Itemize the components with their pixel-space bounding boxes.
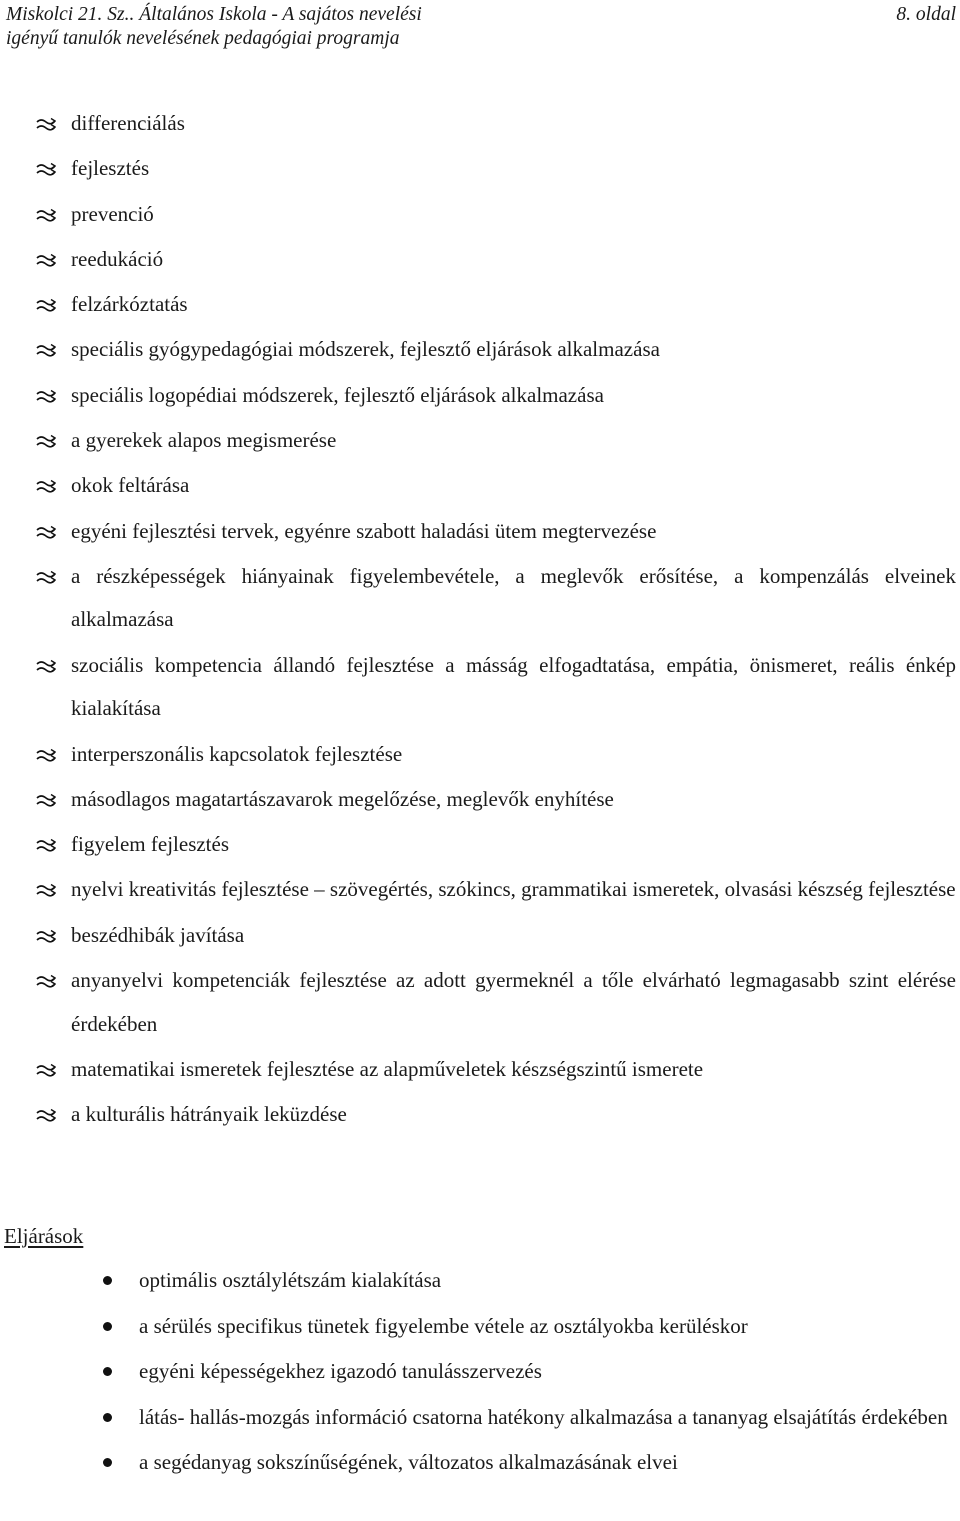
- approx-arrows-icon: [36, 555, 56, 599]
- procedure-list-item: [0, 1349, 960, 1393]
- filled-circle-bullet-icon: [103, 1322, 112, 1331]
- procedures-list: [0, 1258, 960, 1486]
- goal-list-item: [0, 283, 960, 327]
- goal-list-item: [0, 510, 960, 554]
- goal-text: nyelvi kreativitás fejlesztése – szövegértés, szókincs, grammatikai ismeretek, olvasási készség fejlesztése: [71, 877, 956, 902]
- goal-list-item: [0, 555, 960, 642]
- goal-text: interperszonális kapcsolatok fejlesztése: [71, 741, 403, 766]
- procedure-list-item: [0, 1258, 960, 1302]
- procedure-list-item: [0, 1395, 960, 1439]
- goal-text: a gyerekek alapos megismerése: [71, 428, 337, 453]
- goal-list-item: [0, 193, 960, 237]
- page-number: 8. oldal: [896, 4, 956, 25]
- filled-circle-bullet-icon: [103, 1413, 112, 1422]
- approx-arrows-icon: [36, 419, 56, 463]
- goal-text: szociális kompetencia állandó fejlesztése a másság elfogadtatása, empátia, önismeret, reális énkép kialakítása: [71, 652, 956, 721]
- approx-arrows-icon: [36, 644, 56, 688]
- goal-list-item: [0, 778, 960, 822]
- approx-arrows-icon: [36, 914, 56, 958]
- approx-arrows-icon: [36, 868, 56, 912]
- goal-text: fejlesztés: [71, 156, 150, 181]
- approx-arrows-icon: [36, 147, 56, 191]
- filled-circle-bullet-icon: [103, 1276, 112, 1285]
- approx-arrows-icon: [36, 959, 56, 1003]
- goal-list-item: [0, 464, 960, 508]
- goal-list-item: [0, 959, 960, 1046]
- goal-list-item: [0, 868, 960, 912]
- procedure-list-item: [0, 1440, 960, 1484]
- approx-arrows-icon: [36, 374, 56, 418]
- goal-list-item: [0, 733, 960, 777]
- goal-list-item: [0, 1048, 960, 1092]
- approx-arrows-icon: [36, 283, 56, 327]
- approx-arrows-icon: [36, 510, 56, 554]
- approx-arrows-icon: [36, 778, 56, 822]
- procedure-text: a sérülés specifikus tünetek figyelembe vétele az osztályokba kerüléskor: [139, 1313, 748, 1338]
- filled-circle-bullet-icon: [103, 1458, 112, 1467]
- section-heading-procedures: Eljárások: [4, 1224, 84, 1248]
- goal-list-item: [0, 374, 960, 418]
- page-header: [0, 0, 960, 56]
- goal-list-item: [0, 238, 960, 282]
- goal-text: speciális logopédiai módszerek, fejlesztő eljárások alkalmazása: [71, 382, 604, 407]
- procedure-text: a segédanyag sokszínűségének, változatos alkalmazásának elvei: [139, 1450, 678, 1474]
- goal-list-item: [0, 1093, 960, 1137]
- goal-list-item: [0, 914, 960, 958]
- goal-text: egyéni fejlesztési tervek, egyénre szabott haladási ütem megtervezése: [71, 518, 657, 543]
- goal-text: másodlagos magatartászavarok megelőzése, meglevők enyhítése: [71, 786, 614, 811]
- goal-text: prevenció: [71, 201, 154, 226]
- goal-text: speciális gyógypedagógiai módszerek, fejlesztő eljárások alkalmazása: [71, 337, 660, 362]
- approx-arrows-icon: [36, 102, 56, 146]
- approx-arrows-icon: [36, 328, 56, 372]
- approx-arrows-icon: [36, 733, 56, 777]
- goal-text: a részképességek hiányainak figyelembevétele, a meglevők erősítése, a kompenzálás elveinek alkalmazása: [71, 563, 956, 632]
- goal-list-item: [0, 419, 960, 463]
- approx-arrows-icon: [36, 1093, 56, 1137]
- approx-arrows-icon: [36, 238, 56, 282]
- goal-text: figyelem fejlesztés: [71, 832, 230, 857]
- goals-list: [0, 102, 960, 1138]
- header-program-title: igényű tanulók nevelésének pedagógiai programja: [6, 28, 400, 49]
- approx-arrows-icon: [36, 193, 56, 237]
- goal-list-item: [0, 644, 960, 731]
- goal-text: reedukáció: [71, 246, 164, 271]
- filled-circle-bullet-icon: [103, 1367, 112, 1376]
- goal-list-item: [0, 823, 960, 867]
- goal-text: matematikai ismeretek fejlesztése az alapműveletek készségszintű ismerete: [71, 1056, 704, 1081]
- goal-list-item: [0, 147, 960, 191]
- goal-text: okok feltárása: [71, 473, 190, 498]
- procedure-text: optimális osztálylétszám kialakítása: [139, 1268, 442, 1292]
- approx-arrows-icon: [36, 1048, 56, 1092]
- procedure-text: látás- hallás-mozgás információ csatorna hatékony alkalmazása a tananyag elsajátítás érdekében: [139, 1404, 948, 1429]
- procedure-list-item: [0, 1304, 960, 1348]
- procedure-text: egyéni képességekhez igazodó tanulásszervezés: [139, 1359, 542, 1383]
- goal-list-item: [0, 328, 960, 372]
- goal-text: differenciálás: [71, 111, 185, 135]
- approx-arrows-icon: [36, 464, 56, 508]
- goal-text: a kulturális hátrányaik leküzdése: [71, 1102, 347, 1127]
- header-school-name: Miskolci 21. Sz.. Általános Iskola - A sajátos nevelési: [6, 4, 422, 25]
- goal-text: beszédhibák javítása: [71, 922, 245, 947]
- goal-text: felzárkóztatás: [71, 292, 188, 317]
- approx-arrows-icon: [36, 823, 56, 867]
- goal-text: anyanyelvi kompetenciák fejlesztése az adott gyermeknél a tőle elvárható legmagasabb szint elérése érdekében: [71, 968, 956, 1036]
- goal-list-item: [0, 102, 960, 146]
